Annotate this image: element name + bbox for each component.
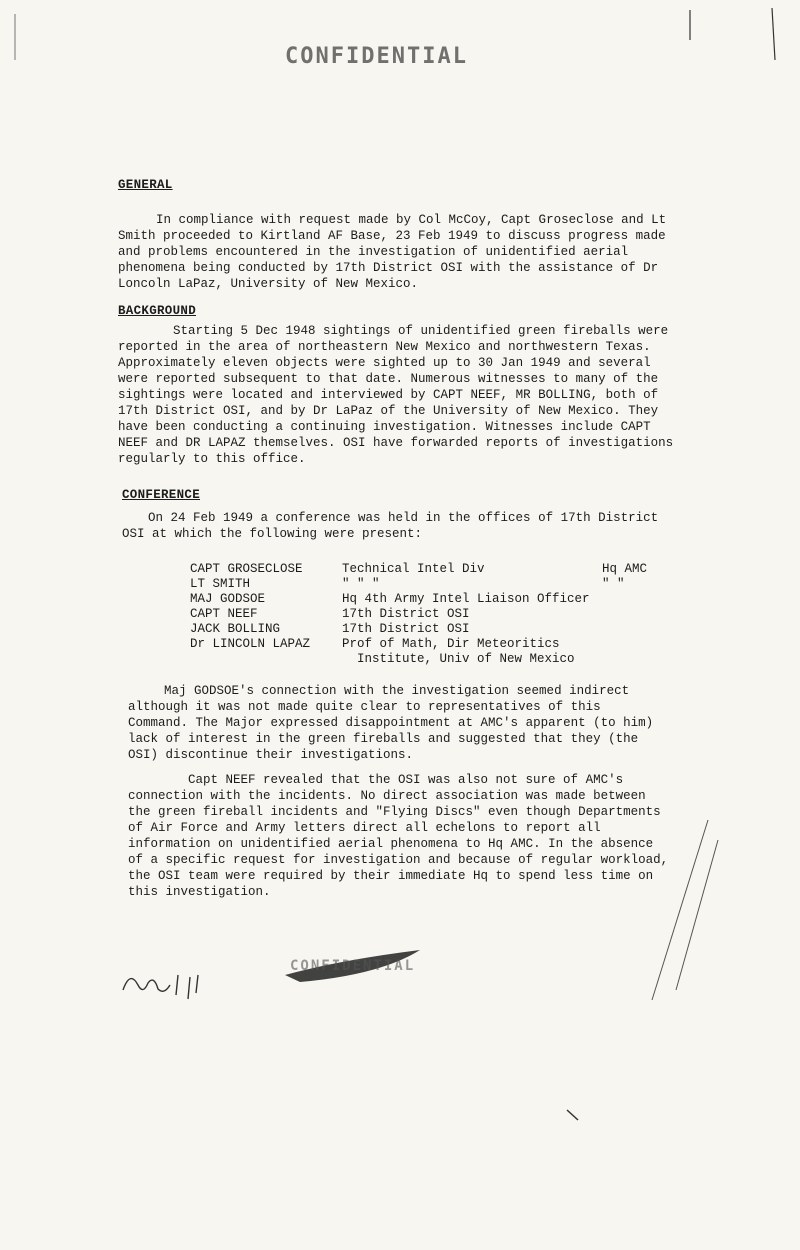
paragraph-background: Starting 5 Dec 1948 sightings of unidentified green fireballs were reported in the area of northeastern New Mexico and northwestern Texas. Approximately eleven objects were sighted up to 30 Jan 1949 and several were reported subsequent to that date. Numerous witnesses to many of the sightings were located and interviewed by CAPT NEEF, MR BOLLING, both of 17th District OSI, and by Dr LaPaz of the University of New Mexico. They have been conducting a continuing investigation. Witnesses include CAPT NEEF and DR LAPAZ themselves. OSI have forwarded reports of investigations regularly to this office. <box>118 324 674 466</box>
attendee-org: 17th District OSI <box>342 622 470 636</box>
attendee-name: Dr LINCOLN LAPAZ <box>190 637 311 651</box>
attendee-row <box>190 577 647 592</box>
attendee-row <box>190 592 647 607</box>
paragraph-conference-intro: On 24 Feb 1949 a conference was held in the offices of 17th District OSI at which the following were present: <box>122 511 659 541</box>
attendee-list <box>190 562 647 667</box>
attendee-row <box>190 607 647 622</box>
attendee-row <box>190 637 647 652</box>
paragraph-general: In compliance with request made by Col McCoy, Capt Groseclose and Lt Smith proceeded to Kirtland AF Base, 23 Feb 1949 to discuss progress made and problems encountered in the investigation of unidentified aerial phenomena being conducted by 17th District OSI with the assistance of Dr Loncoln LaPaz, University of New Mexico. <box>118 213 667 291</box>
classification-stamp-top: CONFIDENTIAL <box>285 44 468 69</box>
attendee-org: Institute, Univ of New Mexico <box>342 652 575 666</box>
heading-background: BACKGROUND <box>118 304 197 318</box>
attendee-hq: " " <box>602 577 625 591</box>
attendee-row <box>190 562 647 577</box>
attendee-name <box>190 652 342 667</box>
attendee-name: LT SMITH <box>190 577 251 591</box>
attendee-row <box>190 622 647 637</box>
classification-stamp-bottom: CONFIDENTIAL <box>290 958 416 974</box>
attendee-org: Hq 4th Army Intel Liaison Officer <box>342 592 590 606</box>
attendee-name: CAPT GROSECLOSE <box>190 562 303 576</box>
attendee-org: Technical Intel Div <box>342 562 485 576</box>
attendee-name: CAPT NEEF <box>190 607 258 621</box>
heading-conference: CONFERENCE <box>122 488 201 502</box>
paragraph-godsoe: Maj GODSOE's connection with the investigation seemed indirect although it was not made quite clear to representatives of this Command. The Major expressed disappointment at AMC's apparent (to him) lack of interest in the green fireballs and suggested that they (the OSI) discontinue their investigations. <box>128 684 654 762</box>
attendee-hq: Hq AMC <box>602 562 648 576</box>
handwritten-initials <box>118 965 228 1005</box>
attendee-name: JACK BOLLING <box>190 622 281 636</box>
attendee-name: MAJ GODSOE <box>190 592 266 606</box>
attendee-org: " " " <box>342 577 380 591</box>
heading-general: GENERAL <box>118 178 173 192</box>
paragraph-neef: Capt NEEF revealed that the OSI was also not sure of AMC's connection with the incidents. No direct association was made between the green fireball incidents and "Flying Discs" even though Departments of Air Force and Army letters direct all echelons to report all information on unidentified aerial phenomena to Hq AMC. In the absence of a specific request for investigation and because of regular workload, the OSI team were required by their immediate Hq to spend less time on this investigation. <box>128 773 669 899</box>
attendee-org: Prof of Math, Dir Meteoritics <box>342 637 560 651</box>
attendee-org: 17th District OSI <box>342 607 470 621</box>
attendee-row <box>190 652 647 667</box>
